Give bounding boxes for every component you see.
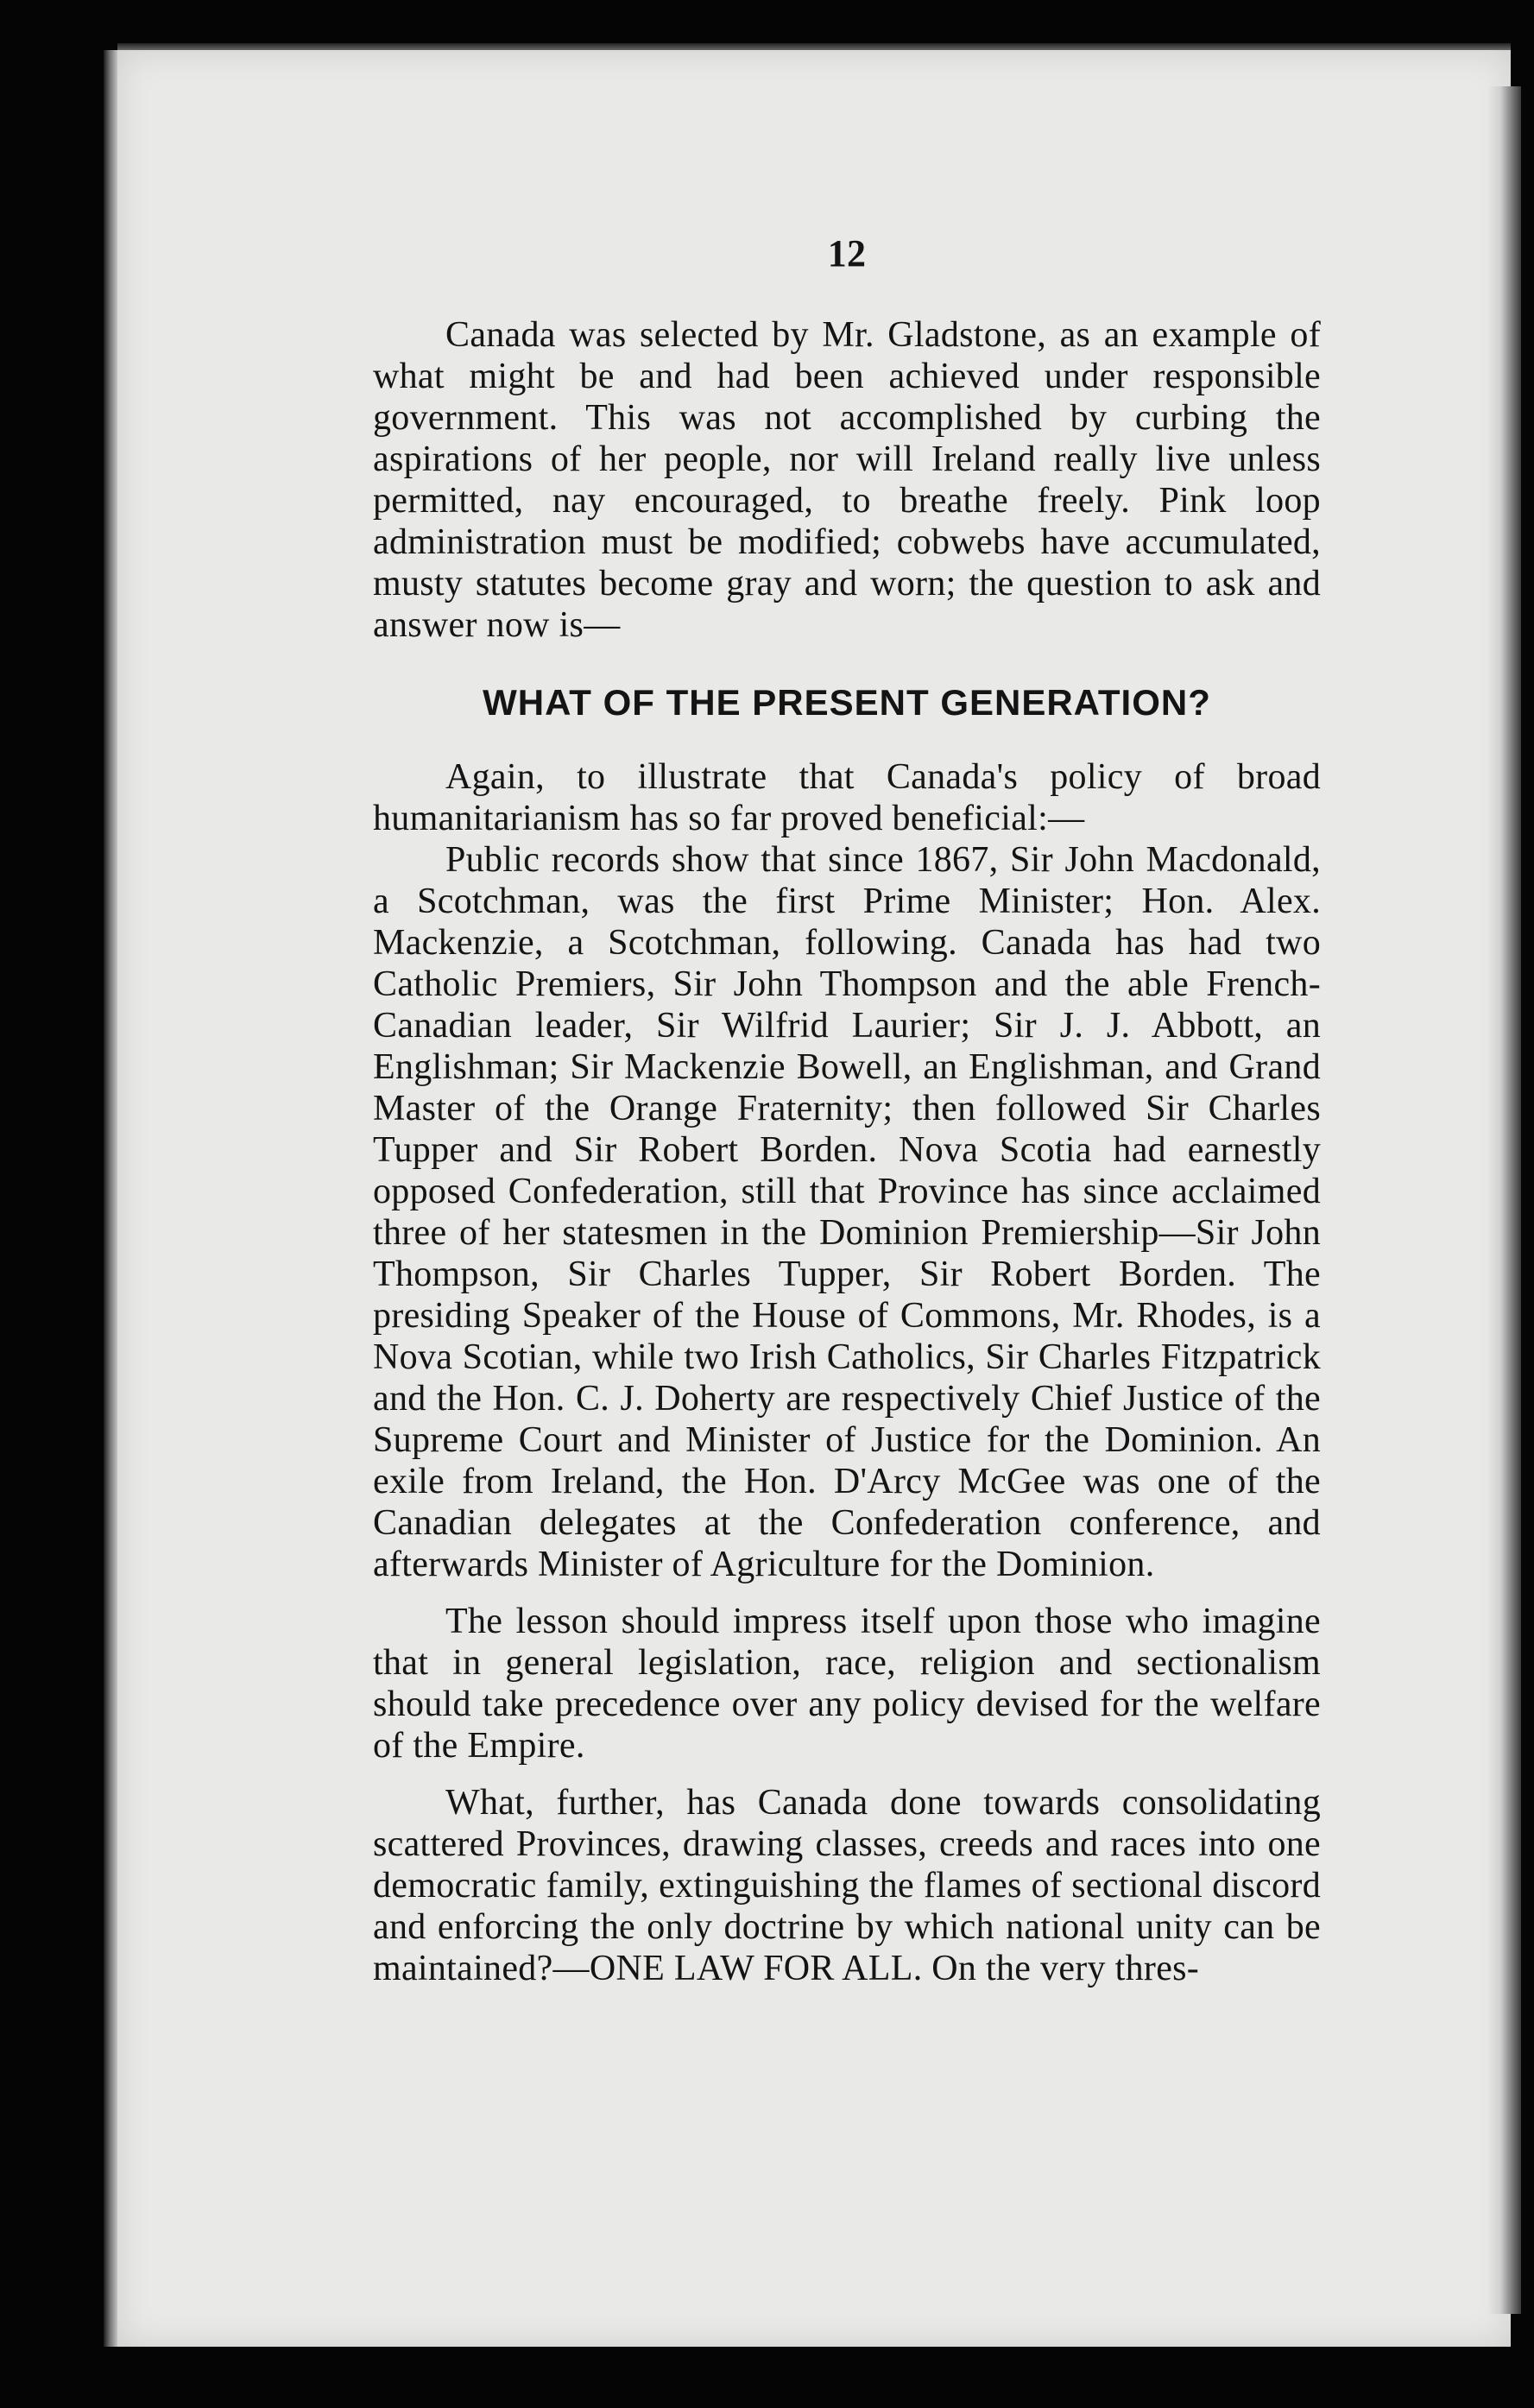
paragraph-lesson: The lesson should impress itself upon those who imagine that in general legislation, race, religion and sectionalism should take precedence over any policy devised for the welfare of the Empire. — [373, 1602, 1321, 1766]
paragraph-what-further: What, further, has Canada done towards consolidating scattered Provinces, drawing classes, creeds and races into one democratic family, extinguishing the flames of sectional discord and enforcing the only doctrine by which national unity can be maintained?—ONE LAW FOR ALL. On the very thres- — [373, 1783, 1321, 1988]
page-number: 12 — [827, 232, 867, 275]
page-text — [373, 233, 1321, 1989]
paragraph-gap — [373, 1766, 1321, 1782]
paragraph-public-records: Public records show that since 1867, Sir John Macdonald, a Scotchman, was the first Prime Minister; Hon. Alex. Mackenzie, a Scotchman, following. Canada has had two Catholic Premiers, Sir John Thompson and the able French-Canadian leader, Sir Wilfrid Laurier; Sir J. J. Abbott, an Englishman; Sir Mackenzie Bowell, an Englishman, and Grand Master of the Orange Fraternity; then followed Sir Charles Tupper and Sir Robert Borden. Nova Scotia had earnestly opposed Confederation, still that Province has since acclaimed three of her statesmen in the Dominion Premiership—Sir John Thompson, Sir Charles Tupper, Sir Robert Borden. The presiding Speaker of the House of Commons, Mr. Rhodes, is a Nova Scotian, while two Irish Catholics, Sir Charles Fitzpatrick and the Hon. C. J. Doherty are respectively Chief Justice of the Supreme Court and Minister of Justice for the Dominion. An exile from Ireland, the Hon. D'Arcy McGee was one of the Canadian delegates at the Confederation conference, and afterwards Minister of Agriculture for the Dominion. — [373, 840, 1321, 1584]
paragraph-gladstone: Canada was selected by Mr. Gladstone, as an example of what might be and had been achieved under responsible government. This was not accomplished by curbing the aspirations of her people, nor will Ireland really live unless permitted, nay encouraged, to breathe freely. Pink loop administration must be modified; cobwebs have accumulated, musty statutes become gray and worn; the question to ask and answer now is— — [373, 315, 1321, 645]
page-right-edge — [1487, 86, 1521, 2314]
paragraph-gap — [373, 1585, 1321, 1601]
paragraph-illustrate: Again, to illustrate that Canada's policy of broad humanitarianism has so far proved beneficial:— — [373, 757, 1321, 838]
section-heading: WHAT OF THE PRESENT GENERATION? — [483, 682, 1211, 723]
